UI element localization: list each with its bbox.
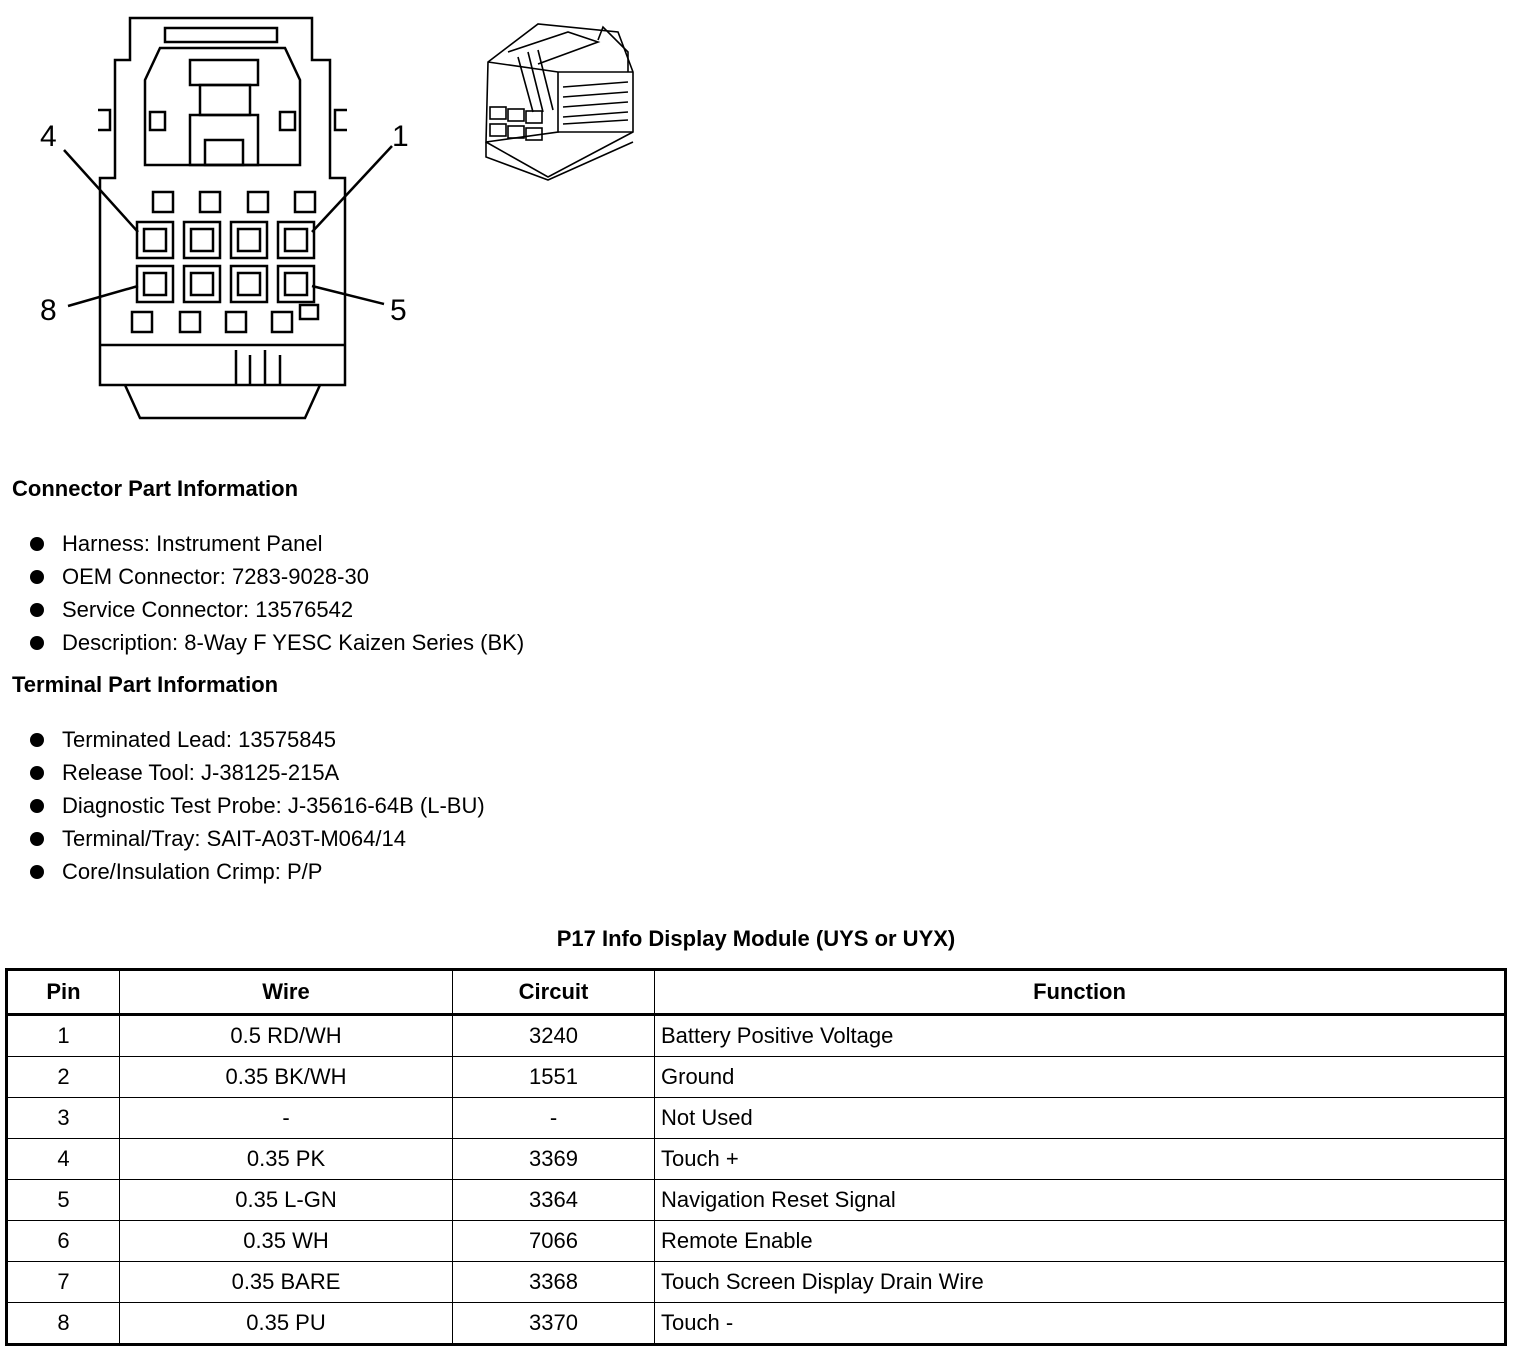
table-header-row — [7, 970, 1506, 1015]
function-cell: Touch Screen Display Drain Wire — [655, 1262, 1506, 1303]
circuit-cell: 3369 — [453, 1139, 655, 1180]
table-row — [7, 1139, 1506, 1180]
pin-8-label: 8 — [40, 294, 57, 327]
list-item: Description: 8-Way F YESC Kaizen Series (BK) — [28, 626, 524, 659]
circuit-cell: 3240 — [453, 1015, 655, 1057]
pinout-table — [5, 968, 1507, 1346]
function-cell: Navigation Reset Signal — [655, 1180, 1506, 1221]
pin-1-label: 1 — [392, 120, 409, 153]
list-item: OEM Connector: 7283-9028-30 — [28, 560, 524, 593]
terminal-part-info-heading: Terminal Part Information — [12, 672, 279, 697]
wire-cell: - — [120, 1098, 453, 1139]
bullet-icon — [30, 570, 44, 584]
bullet-icon — [30, 799, 44, 813]
wire-cell: 0.35 BARE — [120, 1262, 453, 1303]
pin-cell: 7 — [7, 1262, 120, 1303]
pin-cell: 1 — [7, 1015, 120, 1057]
wire-cell: 0.5 RD/WH — [120, 1015, 453, 1057]
column-header-function: Function — [655, 970, 1506, 1015]
table-row — [7, 1057, 1506, 1098]
bullet-icon — [30, 832, 44, 846]
pin-5-label: 5 — [390, 294, 407, 327]
circuit-cell: 3370 — [453, 1303, 655, 1345]
list-item: Harness: Instrument Panel — [28, 527, 524, 560]
column-header-pin: Pin — [7, 970, 120, 1015]
list-item: Terminated Lead: 13575845 — [28, 723, 485, 756]
pin-cell: 2 — [7, 1057, 120, 1098]
pin-cell: 8 — [7, 1303, 120, 1345]
pin-cell: 3 — [7, 1098, 120, 1139]
pin-cell: 4 — [7, 1139, 120, 1180]
terminal-part-info-list — [28, 723, 485, 888]
table-row — [7, 1180, 1506, 1221]
wire-cell: 0.35 PU — [120, 1303, 453, 1345]
table-row — [7, 1262, 1506, 1303]
function-cell: Touch - — [655, 1303, 1506, 1345]
wire-cell: 0.35 PK — [120, 1139, 453, 1180]
connector-part-info-list — [28, 527, 524, 659]
circuit-cell: 7066 — [453, 1221, 655, 1262]
circuit-cell: 1551 — [453, 1057, 655, 1098]
connector-part-info-heading: Connector Part Information — [12, 476, 299, 501]
table-row — [7, 1221, 1506, 1262]
pinout-table-title: P17 Info Display Module (UYS or UYX) — [556, 926, 956, 951]
function-cell: Touch + — [655, 1139, 1506, 1180]
pin-cell: 5 — [7, 1180, 120, 1221]
pin-4-label: 4 — [40, 120, 57, 153]
bullet-icon — [30, 636, 44, 650]
list-item: Service Connector: 13576542 — [28, 593, 524, 626]
bullet-icon — [30, 603, 44, 617]
list-item: Core/Insulation Crimp: P/P — [28, 855, 485, 888]
column-header-wire: Wire — [120, 970, 453, 1015]
wire-cell: 0.35 WH — [120, 1221, 453, 1262]
function-cell: Battery Positive Voltage — [655, 1015, 1506, 1057]
list-item: Terminal/Tray: SAIT-A03T-M064/14 — [28, 822, 485, 855]
list-item: Diagnostic Test Probe: J-35616-64B (L-BU) — [28, 789, 485, 822]
connector-isometric-image — [478, 12, 643, 182]
function-cell: Not Used — [655, 1098, 1506, 1139]
bullet-icon — [30, 733, 44, 747]
bullet-icon — [30, 537, 44, 551]
table-row — [7, 1303, 1506, 1345]
wire-cell: 0.35 BK/WH — [120, 1057, 453, 1098]
circuit-cell: - — [453, 1098, 655, 1139]
function-cell: Ground — [655, 1057, 1506, 1098]
pin-cell: 6 — [7, 1221, 120, 1262]
table-row — [7, 1015, 1506, 1057]
wire-cell: 0.35 L-GN — [120, 1180, 453, 1221]
circuit-cell: 3368 — [453, 1262, 655, 1303]
column-header-circuit: Circuit — [453, 970, 655, 1015]
function-cell: Remote Enable — [655, 1221, 1506, 1262]
circuit-cell: 3364 — [453, 1180, 655, 1221]
bullet-icon — [30, 865, 44, 879]
bullet-icon — [30, 766, 44, 780]
list-item: Release Tool: J-38125-215A — [28, 756, 485, 789]
table-row — [7, 1098, 1506, 1139]
